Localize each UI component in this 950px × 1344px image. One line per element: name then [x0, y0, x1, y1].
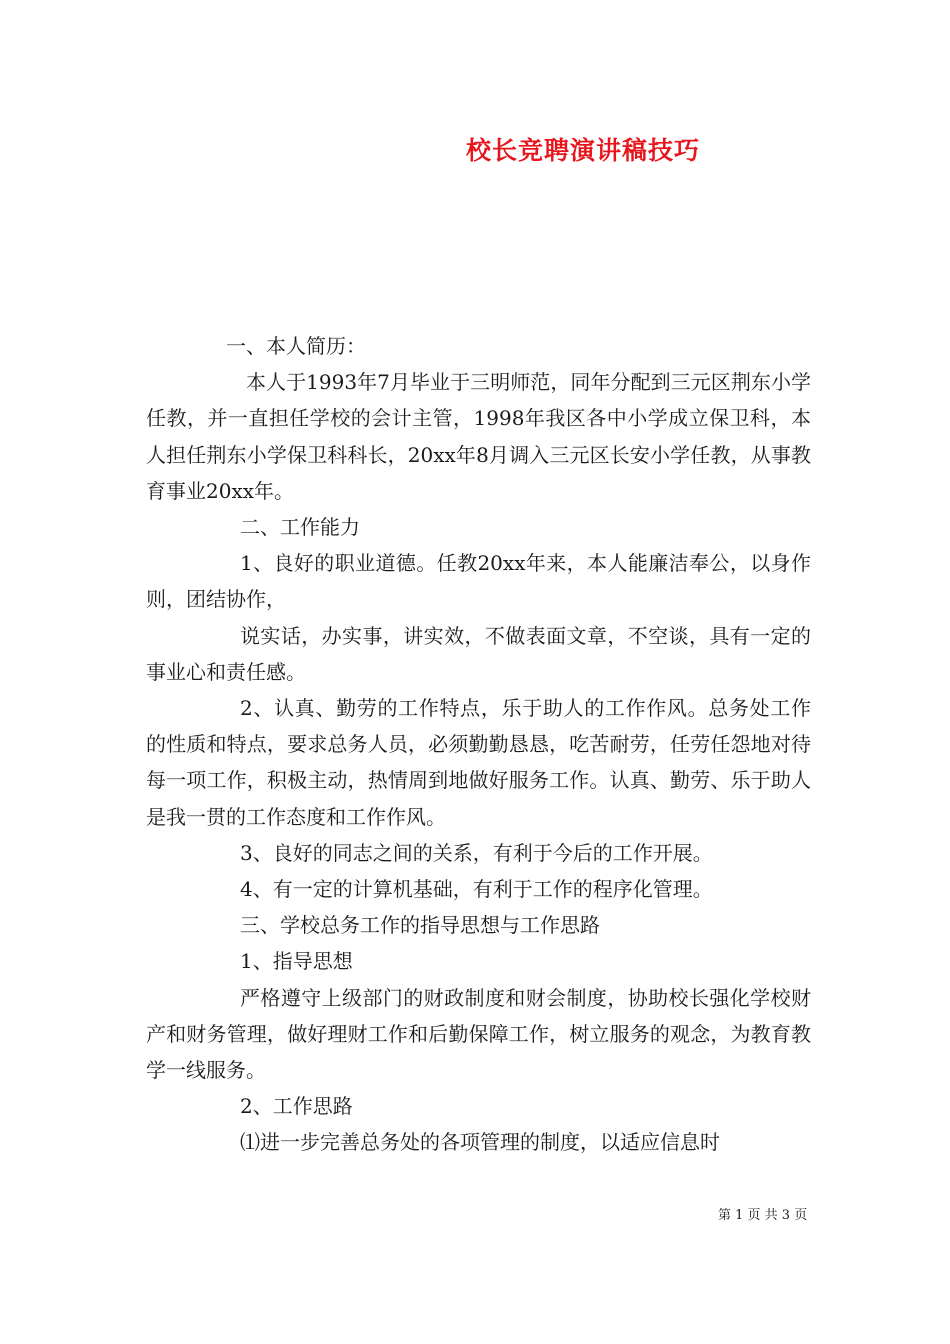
paragraph: 说实话，办实事，讲实效，不做表面文章，不空谈，具有一定的事业心和责任感。: [146, 623, 811, 684]
paragraph: ⑴进一步完善总务处的各项管理的制度，以适应信息时: [240, 1130, 720, 1155]
page-footer: 第 1 页 共 3 页: [718, 1208, 808, 1223]
section-heading: 一、本人简历：: [226, 334, 366, 358]
subsection-heading: 1、指导思想: [240, 949, 353, 974]
paragraph: 本人于1993年7月毕业于三明师范，同年分配到三元区荆东小学任教，并一直担任学校的会计主管，1998年我区各中小学成立保卫科，本人担任荆东小学保卫科科长，20xx年8月调入三元区长安小学任教，从事教育事业20xx年。: [146, 370, 811, 503]
paragraph: 2、认真、勤劳的工作特点，乐于助人的工作作风。总务处工作的性质和特点，要求总务人员，必须勤勤恳恳，吃苦耐劳，任劳任怨地对待每一项工作，积极主动，热情周到地做好服务工作。认真、勤劳、乐于助人是我一贯的工作态度和工作作风。: [146, 696, 811, 829]
document-title-wrap: [0, 133, 950, 169]
subsection-heading: 2、工作思路: [240, 1094, 353, 1119]
paragraph: 4、有一定的计算机基础，有利于工作的程序化管理。: [240, 877, 713, 902]
document-title: 校长竞聘演讲稿技巧: [465, 136, 700, 165]
paragraph: 3、良好的同志之间的关系，有利于今后的工作开展。: [240, 840, 713, 865]
document-body: [146, 328, 811, 1161]
section-heading: 二、工作能力: [240, 515, 360, 540]
paragraph: 1、良好的职业道德。任教20xx年来，本人能廉洁奉公，以身作则，团结协作，: [146, 551, 811, 612]
paragraph: 严格遵守上级部门的财政制度和财会制度，协助校长强化学校财产和财务管理，做好理财工作和后勤保障工作，树立服务的观念，为教育教学一线服务。: [146, 985, 811, 1083]
section-heading: 三、学校总务工作的指导思想与工作思路: [240, 913, 600, 938]
